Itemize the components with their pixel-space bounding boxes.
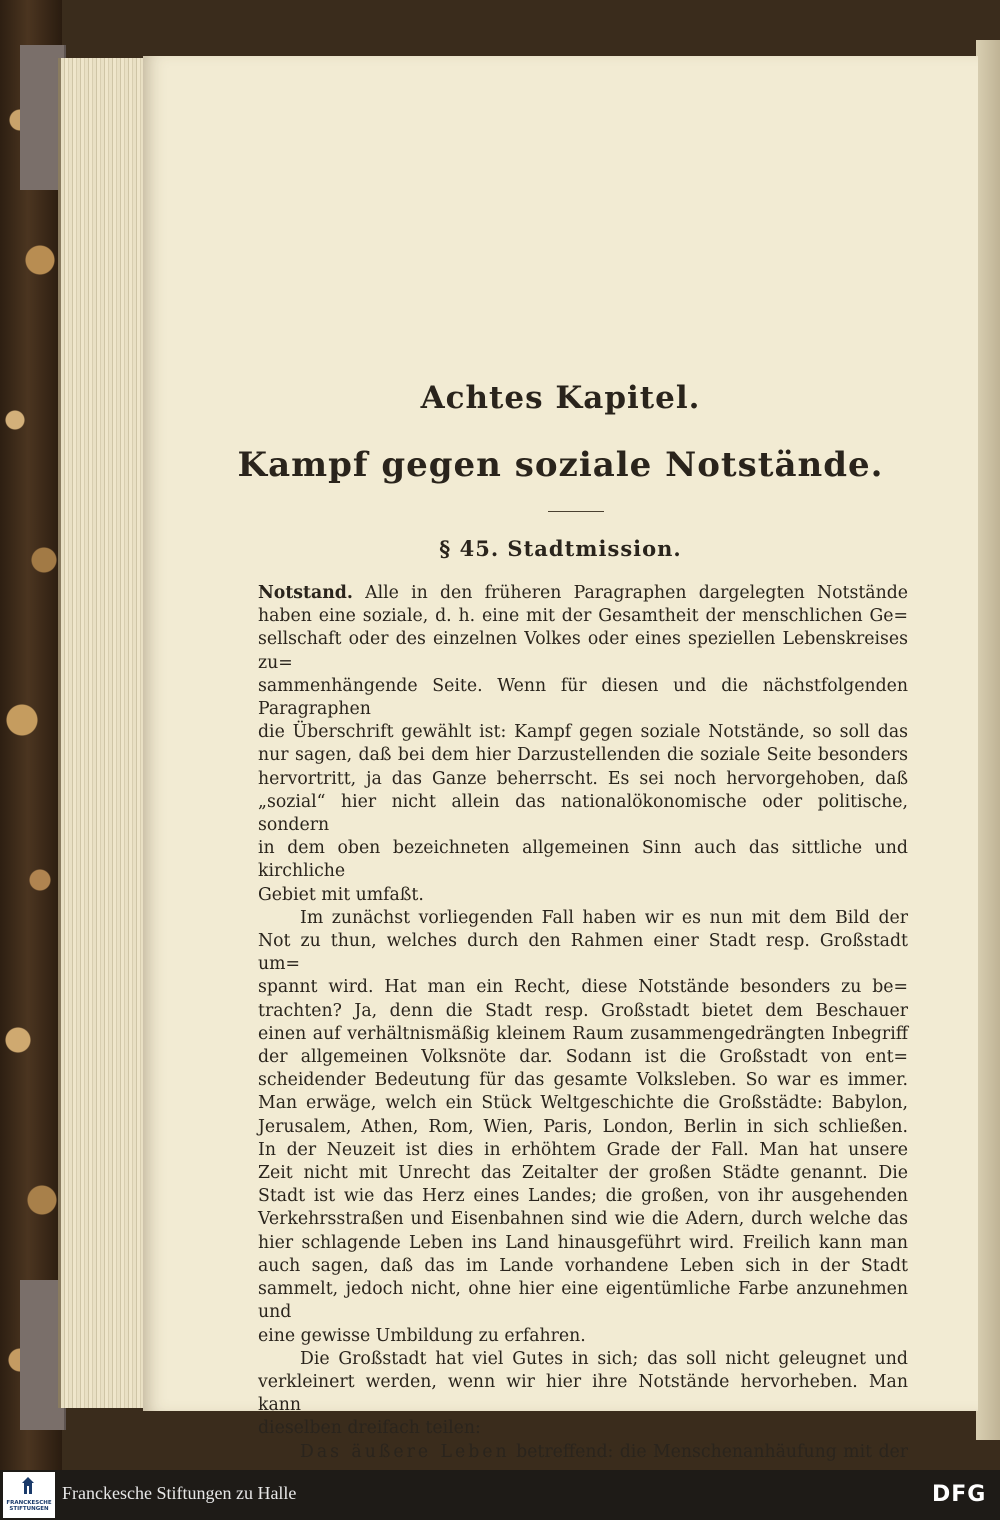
chapter-heading: Achtes Kapitel. bbox=[420, 380, 701, 416]
text-line: Stadt ist wie das Herz eines Landes; die großen, von ihr ausgehenden bbox=[258, 1186, 908, 1207]
logo-caption: FRANCKESCHE STIFTUNGEN bbox=[6, 1500, 52, 1512]
text-line: Gebiet mit umfaßt. bbox=[258, 884, 424, 905]
body-text bbox=[258, 582, 908, 1464]
dfg-logo[interactable]: DFG bbox=[932, 1482, 987, 1507]
text-line: Das äußere Leben betreffend: die Menschenanhäufung mit der bbox=[300, 1441, 909, 1462]
text-line: dieselben dreifach teilen: bbox=[258, 1418, 481, 1439]
page-edges bbox=[58, 58, 151, 1408]
text-line: eine gewisse Umbildung zu erfahren. bbox=[258, 1325, 586, 1346]
paragraph-lead: Notstand. bbox=[258, 583, 353, 603]
text-line: Zeit nicht mit Unrecht das Zeitalter der großen Städte genannt. Die bbox=[258, 1163, 908, 1184]
text-line: die Überschrift gewählt ist: Kampf gegen soziale Notstände, so soll das bbox=[258, 722, 908, 743]
text-line: nur sagen, daß bei dem hier Darzustellenden die soziale Seite besonders bbox=[258, 745, 908, 766]
text-line: verkleinert werden, wenn wir hier ihre Notstände hervorheben. Man kann bbox=[258, 1371, 908, 1416]
text-line: trachten? Ja, denn die Stadt resp. Großstadt bietet dem Beschauer bbox=[258, 1000, 908, 1021]
text-line: Jerusalem, Athen, Rom, Wien, Paris, London, Berlin in sich schließen. bbox=[258, 1116, 908, 1137]
chapter-title: Kampf gegen soziale Notstände. bbox=[237, 445, 884, 485]
heading-divider bbox=[548, 511, 604, 512]
text-line: „sozial“ hier nicht allein das nationalökonomische oder politische, sondern bbox=[258, 791, 908, 836]
text-line: Die Großstadt hat viel Gutes in sich; das soll nicht geleugnet und bbox=[300, 1348, 908, 1369]
text-line: einen auf verhältnismäßig kleinem Raum zusammengedrängten Inbegriff bbox=[258, 1023, 908, 1044]
section-heading: § 45. Stadtmission. bbox=[439, 536, 682, 561]
text-line: spannt wird. Hat man ein Recht, diese Notstände besonders zu be= bbox=[258, 977, 908, 998]
text-line: Not zu thun, welches durch den Rahmen einer Stadt resp. Großstadt um= bbox=[258, 931, 908, 975]
text-line: in dem oben bezeichneten allgemeinen Sinn auch das sittliche und kirchliche bbox=[258, 838, 908, 882]
institution-logo-icon bbox=[21, 1476, 35, 1496]
text-line: Man erwäge, welch ein Stück Weltgeschichte die Großstädte: Babylon, bbox=[258, 1093, 908, 1114]
text-line: scheidender Bedeutung für das gesamte Volksleben. So war es immer. bbox=[258, 1070, 908, 1091]
text-line: hervortritt, ja das Ganze beherrscht. Es sei noch hervorgehoben, daß bbox=[258, 768, 908, 789]
text-line: In der Neuzeit ist dies in erhöhtem Grade der Fall. Man hat unsere bbox=[258, 1139, 908, 1160]
text-line: auch sagen, daß das im Lande vorhandene Leben sich in der Stadt bbox=[258, 1255, 908, 1276]
text-line: Notstand. Alle in den früheren Paragraphen dargelegten Notstände bbox=[258, 583, 908, 603]
marbled-binding bbox=[0, 0, 62, 1470]
spaced-lead: Das äußere Leben bbox=[300, 1441, 510, 1462]
text-line: Verkehrsstraßen und Eisenbahnen sind wie die Adern, durch welche das bbox=[258, 1209, 908, 1230]
footer-title: Franckesche Stiftungen zu Halle bbox=[62, 1483, 297, 1503]
text-line: Im zunächst vorliegenden Fall haben wir es nun mit dem Bild der bbox=[300, 907, 908, 928]
text-line: der allgemeinen Volksnöte dar. Sodann ist die Großstadt von ent= bbox=[258, 1047, 908, 1068]
text-line: hier schlagende Leben ins Land hinausgeführt wird. Freilich kann man bbox=[258, 1232, 908, 1253]
right-page-edge bbox=[976, 40, 1000, 1440]
text-line: haben eine soziale, d. h. eine mit der Gesamtheit der menschlichen Ge= bbox=[258, 606, 908, 627]
text-line: sammenhängende Seite. Wenn für diesen und die nächstfolgenden Paragraphen bbox=[258, 675, 908, 720]
text-line: sellschaft oder des einzelnen Volkes oder eines speziellen Lebenskreises zu= bbox=[258, 629, 908, 673]
text-line: sammelt, jedoch nicht, ohne hier eine eigentümliche Farbe anzunehmen und bbox=[258, 1279, 908, 1323]
